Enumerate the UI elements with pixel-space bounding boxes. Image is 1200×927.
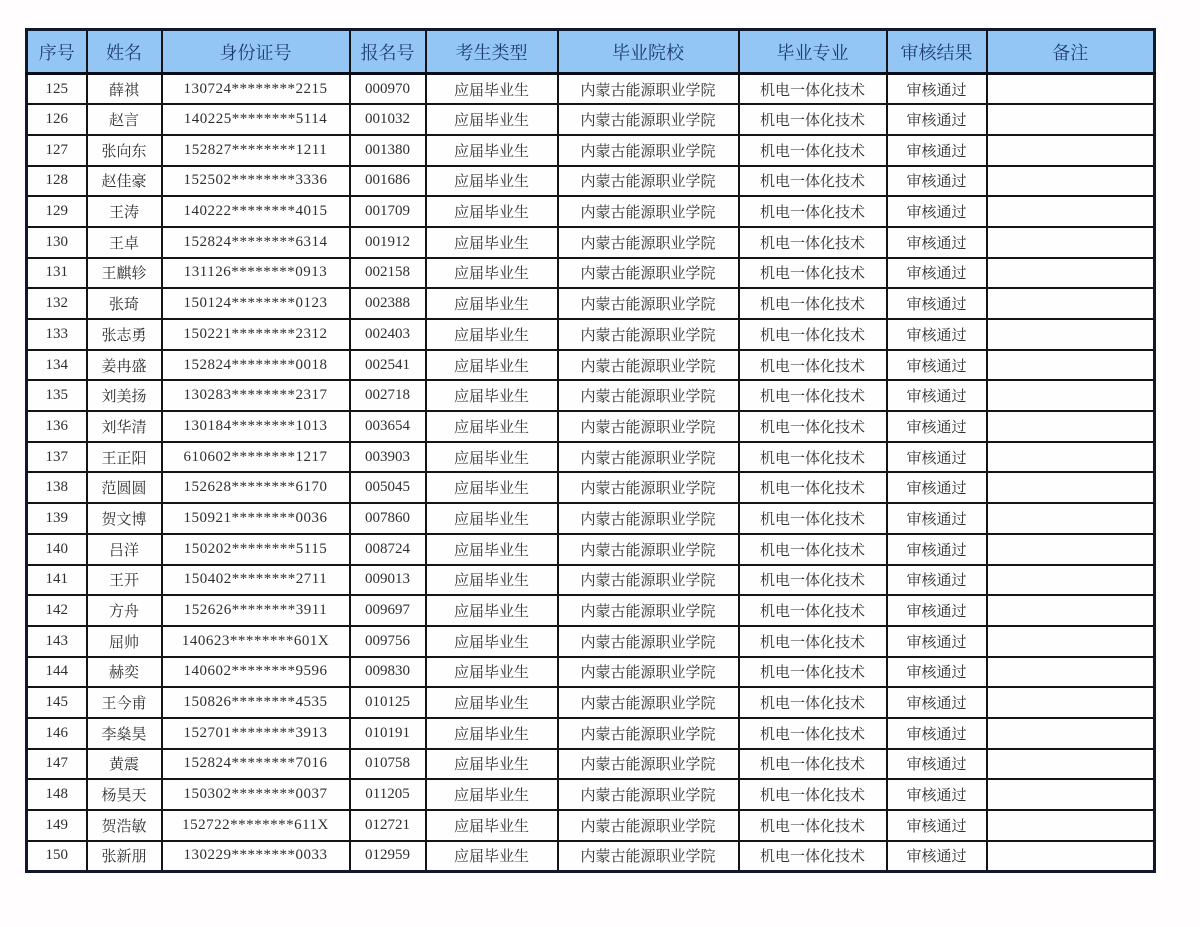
table-row (27, 442, 1155, 473)
cell-id_number: 150826********4535 (162, 687, 350, 718)
cell-registration_number: 001380 (350, 135, 426, 166)
cell-remarks (987, 166, 1155, 197)
cell-graduation_school: 内蒙古能源职业学院 (558, 288, 739, 319)
column-header-registration_number: 报名号 (350, 30, 426, 74)
cell-registration_number: 009756 (350, 626, 426, 657)
cell-review_result: 审核通过 (887, 810, 987, 841)
cell-review_result: 审核通过 (887, 565, 987, 596)
cell-name: 王涛 (87, 196, 162, 227)
cell-id_number: 152502********3336 (162, 166, 350, 197)
column-header-review_result: 审核结果 (887, 30, 987, 74)
cell-candidate_type: 应届毕业生 (426, 810, 558, 841)
cell-registration_number: 002403 (350, 319, 426, 350)
cell-candidate_type: 应届毕业生 (426, 74, 558, 105)
cell-remarks (987, 687, 1155, 718)
cell-graduation_major: 机电一体化技术 (739, 749, 887, 780)
table-row (27, 503, 1155, 534)
cell-index: 137 (27, 442, 87, 473)
cell-index: 148 (27, 779, 87, 810)
table-row (27, 534, 1155, 565)
cell-id_number: 152626********3911 (162, 595, 350, 626)
cell-name: 李燊昊 (87, 718, 162, 749)
cell-review_result: 审核通过 (887, 626, 987, 657)
cell-graduation_school: 内蒙古能源职业学院 (558, 258, 739, 289)
cell-registration_number: 001032 (350, 104, 426, 135)
cell-index: 131 (27, 258, 87, 289)
table-body (27, 74, 1155, 872)
cell-name: 贺文博 (87, 503, 162, 534)
cell-candidate_type: 应届毕业生 (426, 380, 558, 411)
cell-remarks (987, 534, 1155, 565)
column-header-index: 序号 (27, 30, 87, 74)
cell-name: 姜冉盛 (87, 350, 162, 381)
table-row (27, 104, 1155, 135)
table-row (27, 687, 1155, 718)
cell-index: 133 (27, 319, 87, 350)
cell-candidate_type: 应届毕业生 (426, 687, 558, 718)
cell-registration_number: 012959 (350, 841, 426, 872)
cell-candidate_type: 应届毕业生 (426, 135, 558, 166)
cell-id_number: 152628********6170 (162, 472, 350, 503)
cell-registration_number: 001709 (350, 196, 426, 227)
cell-id_number: 140623********601X (162, 626, 350, 657)
cell-name: 张志勇 (87, 319, 162, 350)
cell-index: 135 (27, 380, 87, 411)
cell-candidate_type: 应届毕业生 (426, 288, 558, 319)
cell-remarks (987, 565, 1155, 596)
cell-name: 赫奕 (87, 657, 162, 688)
cell-remarks (987, 227, 1155, 258)
cell-graduation_major: 机电一体化技术 (739, 810, 887, 841)
cell-review_result: 审核通过 (887, 749, 987, 780)
cell-registration_number: 003903 (350, 442, 426, 473)
cell-remarks (987, 135, 1155, 166)
cell-candidate_type: 应届毕业生 (426, 166, 558, 197)
cell-review_result: 审核通过 (887, 104, 987, 135)
cell-id_number: 140225********5114 (162, 104, 350, 135)
cell-index: 146 (27, 718, 87, 749)
cell-name: 赵佳豪 (87, 166, 162, 197)
cell-review_result: 审核通过 (887, 595, 987, 626)
cell-review_result: 审核通过 (887, 196, 987, 227)
table-row (27, 749, 1155, 780)
cell-registration_number: 002541 (350, 350, 426, 381)
cell-remarks (987, 380, 1155, 411)
cell-candidate_type: 应届毕业生 (426, 442, 558, 473)
cell-graduation_major: 机电一体化技术 (739, 626, 887, 657)
cell-name: 王正阳 (87, 442, 162, 473)
cell-registration_number: 000970 (350, 74, 426, 105)
cell-remarks (987, 288, 1155, 319)
cell-graduation_major: 机电一体化技术 (739, 565, 887, 596)
cell-index: 129 (27, 196, 87, 227)
cell-id_number: 131126********0913 (162, 258, 350, 289)
cell-graduation_school: 内蒙古能源职业学院 (558, 227, 739, 258)
cell-graduation_school: 内蒙古能源职业学院 (558, 841, 739, 872)
cell-graduation_school: 内蒙古能源职业学院 (558, 380, 739, 411)
cell-graduation_major: 机电一体化技术 (739, 288, 887, 319)
cell-index: 140 (27, 534, 87, 565)
cell-review_result: 审核通过 (887, 503, 987, 534)
cell-name: 屈帅 (87, 626, 162, 657)
table-row (27, 810, 1155, 841)
cell-id_number: 152701********3913 (162, 718, 350, 749)
cell-review_result: 审核通过 (887, 841, 987, 872)
table-row (27, 166, 1155, 197)
table-row (27, 74, 1155, 105)
cell-id_number: 150402********2711 (162, 565, 350, 596)
cell-registration_number: 009697 (350, 595, 426, 626)
cell-name: 王卓 (87, 227, 162, 258)
cell-index: 138 (27, 472, 87, 503)
cell-index: 136 (27, 411, 87, 442)
cell-name: 黄震 (87, 749, 162, 780)
cell-remarks (987, 411, 1155, 442)
cell-graduation_school: 内蒙古能源职业学院 (558, 74, 739, 105)
cell-registration_number: 009013 (350, 565, 426, 596)
cell-id_number: 140602********9596 (162, 657, 350, 688)
cell-candidate_type: 应届毕业生 (426, 565, 558, 596)
cell-index: 150 (27, 841, 87, 872)
cell-review_result: 审核通过 (887, 534, 987, 565)
cell-index: 144 (27, 657, 87, 688)
cell-graduation_school: 内蒙古能源职业学院 (558, 442, 739, 473)
cell-graduation_school: 内蒙古能源职业学院 (558, 472, 739, 503)
cell-graduation_school: 内蒙古能源职业学院 (558, 534, 739, 565)
cell-remarks (987, 841, 1155, 872)
cell-graduation_major: 机电一体化技术 (739, 411, 887, 442)
cell-id_number: 130229********0033 (162, 841, 350, 872)
candidate-review-sheet (25, 28, 1153, 873)
cell-remarks (987, 657, 1155, 688)
cell-registration_number: 010125 (350, 687, 426, 718)
table-row (27, 779, 1155, 810)
table-row (27, 288, 1155, 319)
cell-registration_number: 005045 (350, 472, 426, 503)
cell-id_number: 130184********1013 (162, 411, 350, 442)
cell-review_result: 审核通过 (887, 442, 987, 473)
cell-graduation_school: 内蒙古能源职业学院 (558, 196, 739, 227)
cell-index: 125 (27, 74, 87, 105)
cell-review_result: 审核通过 (887, 319, 987, 350)
cell-candidate_type: 应届毕业生 (426, 626, 558, 657)
cell-remarks (987, 718, 1155, 749)
column-header-graduation_school: 毕业院校 (558, 30, 739, 74)
cell-graduation_major: 机电一体化技术 (739, 534, 887, 565)
cell-graduation_school: 内蒙古能源职业学院 (558, 657, 739, 688)
cell-graduation_school: 内蒙古能源职业学院 (558, 319, 739, 350)
cell-graduation_major: 机电一体化技术 (739, 74, 887, 105)
cell-id_number: 152827********1211 (162, 135, 350, 166)
cell-graduation_school: 内蒙古能源职业学院 (558, 135, 739, 166)
cell-id_number: 152824********0018 (162, 350, 350, 381)
cell-graduation_school: 内蒙古能源职业学院 (558, 687, 739, 718)
cell-candidate_type: 应届毕业生 (426, 350, 558, 381)
cell-candidate_type: 应届毕业生 (426, 534, 558, 565)
cell-review_result: 审核通过 (887, 718, 987, 749)
column-header-candidate_type: 考生类型 (426, 30, 558, 74)
cell-remarks (987, 595, 1155, 626)
cell-review_result: 审核通过 (887, 472, 987, 503)
cell-id_number: 152824********6314 (162, 227, 350, 258)
cell-graduation_school: 内蒙古能源职业学院 (558, 166, 739, 197)
cell-remarks (987, 319, 1155, 350)
cell-candidate_type: 应届毕业生 (426, 319, 558, 350)
cell-registration_number: 002718 (350, 380, 426, 411)
cell-graduation_school: 内蒙古能源职业学院 (558, 718, 739, 749)
cell-index: 139 (27, 503, 87, 534)
cell-registration_number: 002158 (350, 258, 426, 289)
cell-graduation_major: 机电一体化技术 (739, 350, 887, 381)
cell-graduation_major: 机电一体化技术 (739, 380, 887, 411)
table-row (27, 380, 1155, 411)
cell-name: 薛祺 (87, 74, 162, 105)
cell-id_number: 150302********0037 (162, 779, 350, 810)
cell-candidate_type: 应届毕业生 (426, 779, 558, 810)
table-row (27, 718, 1155, 749)
table-header (27, 30, 1155, 74)
cell-name: 张向东 (87, 135, 162, 166)
cell-remarks (987, 503, 1155, 534)
cell-name: 范圆圆 (87, 472, 162, 503)
cell-graduation_major: 机电一体化技术 (739, 718, 887, 749)
cell-id_number: 130283********2317 (162, 380, 350, 411)
cell-graduation_school: 内蒙古能源职业学院 (558, 749, 739, 780)
candidate-review-table (25, 28, 1156, 873)
cell-registration_number: 007860 (350, 503, 426, 534)
cell-remarks (987, 810, 1155, 841)
cell-graduation_major: 机电一体化技术 (739, 442, 887, 473)
table-row (27, 258, 1155, 289)
cell-candidate_type: 应届毕业生 (426, 657, 558, 688)
cell-index: 134 (27, 350, 87, 381)
cell-graduation_major: 机电一体化技术 (739, 472, 887, 503)
cell-graduation_major: 机电一体化技术 (739, 657, 887, 688)
cell-candidate_type: 应届毕业生 (426, 227, 558, 258)
cell-graduation_school: 内蒙古能源职业学院 (558, 779, 739, 810)
cell-name: 方舟 (87, 595, 162, 626)
cell-graduation_major: 机电一体化技术 (739, 319, 887, 350)
table-row (27, 595, 1155, 626)
cell-graduation_major: 机电一体化技术 (739, 104, 887, 135)
cell-index: 132 (27, 288, 87, 319)
table-row (27, 350, 1155, 381)
cell-name: 王麒轸 (87, 258, 162, 289)
cell-graduation_school: 内蒙古能源职业学院 (558, 503, 739, 534)
cell-review_result: 审核通过 (887, 657, 987, 688)
cell-id_number: 150221********2312 (162, 319, 350, 350)
cell-review_result: 审核通过 (887, 135, 987, 166)
table-row (27, 411, 1155, 442)
column-header-name: 姓名 (87, 30, 162, 74)
cell-index: 142 (27, 595, 87, 626)
cell-id_number: 150921********0036 (162, 503, 350, 534)
cell-candidate_type: 应届毕业生 (426, 749, 558, 780)
cell-registration_number: 001912 (350, 227, 426, 258)
column-header-id_number: 身份证号 (162, 30, 350, 74)
table-row (27, 135, 1155, 166)
cell-graduation_school: 内蒙古能源职业学院 (558, 626, 739, 657)
table-row (27, 196, 1155, 227)
cell-id_number: 130724********2215 (162, 74, 350, 105)
cell-remarks (987, 472, 1155, 503)
cell-registration_number: 002388 (350, 288, 426, 319)
cell-index: 143 (27, 626, 87, 657)
cell-index: 147 (27, 749, 87, 780)
table-row (27, 657, 1155, 688)
cell-index: 126 (27, 104, 87, 135)
cell-id_number: 152824********7016 (162, 749, 350, 780)
cell-graduation_major: 机电一体化技术 (739, 503, 887, 534)
table-row (27, 841, 1155, 872)
cell-candidate_type: 应届毕业生 (426, 595, 558, 626)
cell-remarks (987, 196, 1155, 227)
table-row (27, 227, 1155, 258)
cell-name: 张新朋 (87, 841, 162, 872)
cell-index: 145 (27, 687, 87, 718)
cell-graduation_major: 机电一体化技术 (739, 595, 887, 626)
cell-graduation_major: 机电一体化技术 (739, 258, 887, 289)
cell-remarks (987, 258, 1155, 289)
cell-name: 赵言 (87, 104, 162, 135)
cell-candidate_type: 应届毕业生 (426, 503, 558, 534)
cell-index: 128 (27, 166, 87, 197)
cell-id_number: 150202********5115 (162, 534, 350, 565)
cell-id_number: 140222********4015 (162, 196, 350, 227)
cell-registration_number: 011205 (350, 779, 426, 810)
cell-id_number: 152722********611X (162, 810, 350, 841)
cell-registration_number: 010191 (350, 718, 426, 749)
table-row (27, 472, 1155, 503)
cell-id_number: 610602********1217 (162, 442, 350, 473)
cell-name: 王开 (87, 565, 162, 596)
cell-candidate_type: 应届毕业生 (426, 841, 558, 872)
column-header-remarks: 备注 (987, 30, 1155, 74)
cell-name: 王今甫 (87, 687, 162, 718)
cell-remarks (987, 350, 1155, 381)
cell-graduation_major: 机电一体化技术 (739, 166, 887, 197)
cell-review_result: 审核通过 (887, 74, 987, 105)
cell-registration_number: 008724 (350, 534, 426, 565)
cell-name: 吕洋 (87, 534, 162, 565)
cell-index: 127 (27, 135, 87, 166)
cell-graduation_school: 内蒙古能源职业学院 (558, 411, 739, 442)
cell-remarks (987, 104, 1155, 135)
cell-graduation_major: 机电一体化技术 (739, 196, 887, 227)
cell-review_result: 审核通过 (887, 227, 987, 258)
cell-index: 141 (27, 565, 87, 596)
cell-review_result: 审核通过 (887, 687, 987, 718)
cell-index: 149 (27, 810, 87, 841)
cell-remarks (987, 749, 1155, 780)
table-row (27, 626, 1155, 657)
cell-review_result: 审核通过 (887, 380, 987, 411)
cell-candidate_type: 应届毕业生 (426, 104, 558, 135)
cell-graduation_major: 机电一体化技术 (739, 227, 887, 258)
cell-id_number: 150124********0123 (162, 288, 350, 319)
cell-graduation_major: 机电一体化技术 (739, 841, 887, 872)
column-header-graduation_major: 毕业专业 (739, 30, 887, 74)
cell-index: 130 (27, 227, 87, 258)
cell-review_result: 审核通过 (887, 779, 987, 810)
cell-graduation_school: 内蒙古能源职业学院 (558, 810, 739, 841)
cell-review_result: 审核通过 (887, 350, 987, 381)
cell-registration_number: 003654 (350, 411, 426, 442)
cell-remarks (987, 626, 1155, 657)
cell-review_result: 审核通过 (887, 288, 987, 319)
cell-candidate_type: 应届毕业生 (426, 411, 558, 442)
cell-graduation_school: 内蒙古能源职业学院 (558, 595, 739, 626)
cell-name: 杨昊天 (87, 779, 162, 810)
cell-graduation_school: 内蒙古能源职业学院 (558, 104, 739, 135)
cell-registration_number: 010758 (350, 749, 426, 780)
cell-name: 张琦 (87, 288, 162, 319)
cell-graduation_school: 内蒙古能源职业学院 (558, 350, 739, 381)
cell-review_result: 审核通过 (887, 258, 987, 289)
cell-candidate_type: 应届毕业生 (426, 472, 558, 503)
header-row (27, 30, 1155, 74)
cell-name: 贺浩敏 (87, 810, 162, 841)
cell-graduation_major: 机电一体化技术 (739, 135, 887, 166)
cell-candidate_type: 应届毕业生 (426, 196, 558, 227)
cell-remarks (987, 74, 1155, 105)
cell-graduation_school: 内蒙古能源职业学院 (558, 565, 739, 596)
cell-remarks (987, 442, 1155, 473)
cell-candidate_type: 应届毕业生 (426, 718, 558, 749)
cell-registration_number: 012721 (350, 810, 426, 841)
cell-candidate_type: 应届毕业生 (426, 258, 558, 289)
cell-remarks (987, 779, 1155, 810)
cell-registration_number: 001686 (350, 166, 426, 197)
cell-review_result: 审核通过 (887, 166, 987, 197)
cell-registration_number: 009830 (350, 657, 426, 688)
table-row (27, 319, 1155, 350)
cell-name: 刘美扬 (87, 380, 162, 411)
cell-graduation_major: 机电一体化技术 (739, 687, 887, 718)
cell-name: 刘华清 (87, 411, 162, 442)
table-row (27, 565, 1155, 596)
cell-review_result: 审核通过 (887, 411, 987, 442)
cell-graduation_major: 机电一体化技术 (739, 779, 887, 810)
